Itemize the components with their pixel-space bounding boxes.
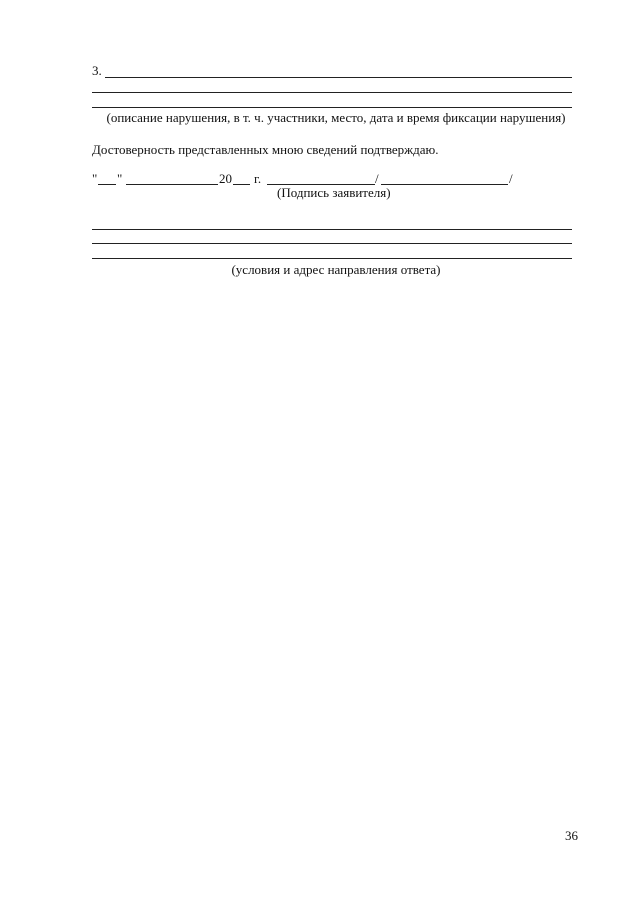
- violation-fill-line: [92, 92, 572, 93]
- day-blank: [98, 184, 116, 185]
- confirmation-text: Достоверность представленных мною сведений подтверждаю.: [92, 142, 439, 157]
- month-blank: [126, 184, 218, 185]
- year-blank: [233, 184, 250, 185]
- address-fill-line: [92, 229, 572, 230]
- year-prefix: 20: [219, 171, 232, 186]
- day-quote-close: ": [117, 171, 123, 186]
- address-caption: (условия и адрес направления ответа): [231, 262, 441, 277]
- signature-slash-2: /: [509, 171, 513, 186]
- page-number: 36: [565, 828, 578, 843]
- violation-fill-line: [105, 77, 572, 78]
- signature-slash-1: /: [375, 171, 379, 186]
- signature-caption: (Подпись заявителя): [277, 185, 391, 200]
- violation-caption: (описание нарушения, в т. ч. участники, место, дата и время фиксации нарушения): [106, 110, 566, 125]
- year-suffix: г.: [254, 171, 262, 186]
- violation-fill-line: [92, 107, 572, 108]
- address-fill-line: [92, 258, 572, 259]
- item-number: 3.: [92, 63, 102, 78]
- address-fill-line: [92, 243, 572, 244]
- name-blank: [381, 184, 508, 185]
- day-quote-open: ": [92, 171, 98, 186]
